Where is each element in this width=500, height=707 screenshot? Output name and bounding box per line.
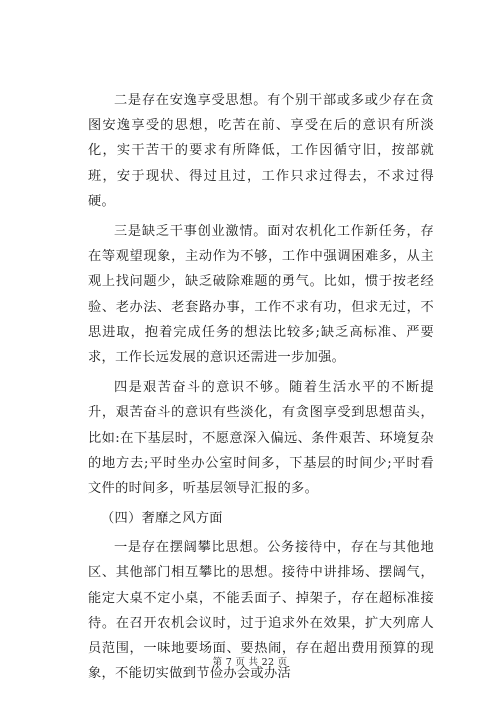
document-body [88, 88, 434, 691]
paragraph-baikuo-panbi: 一是存在摆阔攀比思想。公务接待中，存在与其他地区、其他部门相互攀比的思想。接待中讲排场、摆阔气，能定大桌不定小桌，不能丢面子、掉架子，存在超标准接待。在召开农机会议时，过于追求外在效果，扩大列席人员范围，一味地要场面、要热闹，存在超出费用预算的现象，不能切实做到节俭办会或办活 [88, 540, 434, 682]
paragraph-ganshi-chuangye: 三是缺乏干事创业激情。面对农机化工作新任务，存在等观望现象，主动作为不够，工作中强调困难多，从主观上找问题少，缺乏破除难题的勇气。比如，惯于按老经验、老办法、老套路办事，工作不求有功，但求无过，不思进取，抱着完成任务的想法比较多;缺乏高标准、严要求，工作长远发展的意识还需进一步加强。 [88, 224, 434, 366]
paragraph-anyi-xiangshou: 二是存在安逸享受思想。有个别干部或多或少存在贪图安逸享受的思想，吃苦在前、享受在后的意识有所淡化，实干苦干的要求有所降低，工作因循守旧，按部就班，安于现状、得过且过，工作只求过得去，不求过得硬。 [88, 93, 434, 209]
section-heading: （四）奢靡之风方面 [101, 511, 223, 527]
page-footer: 第 7 页 共 22 页 [212, 657, 288, 668]
paragraph-jianku-fendou: 四是艰苦奋斗的意识不够。随着生活水平的不断提升，艰苦奋斗的意识有些淡化，有贪图享受到思想苗头，比如:在下基层时，不愿意深入偏远、条件艰苦、环境复杂的地方去;平时坐办公室时间多，下基层的时间少;平时看文件的时间多，听基层领导汇报的多。 [88, 380, 434, 497]
